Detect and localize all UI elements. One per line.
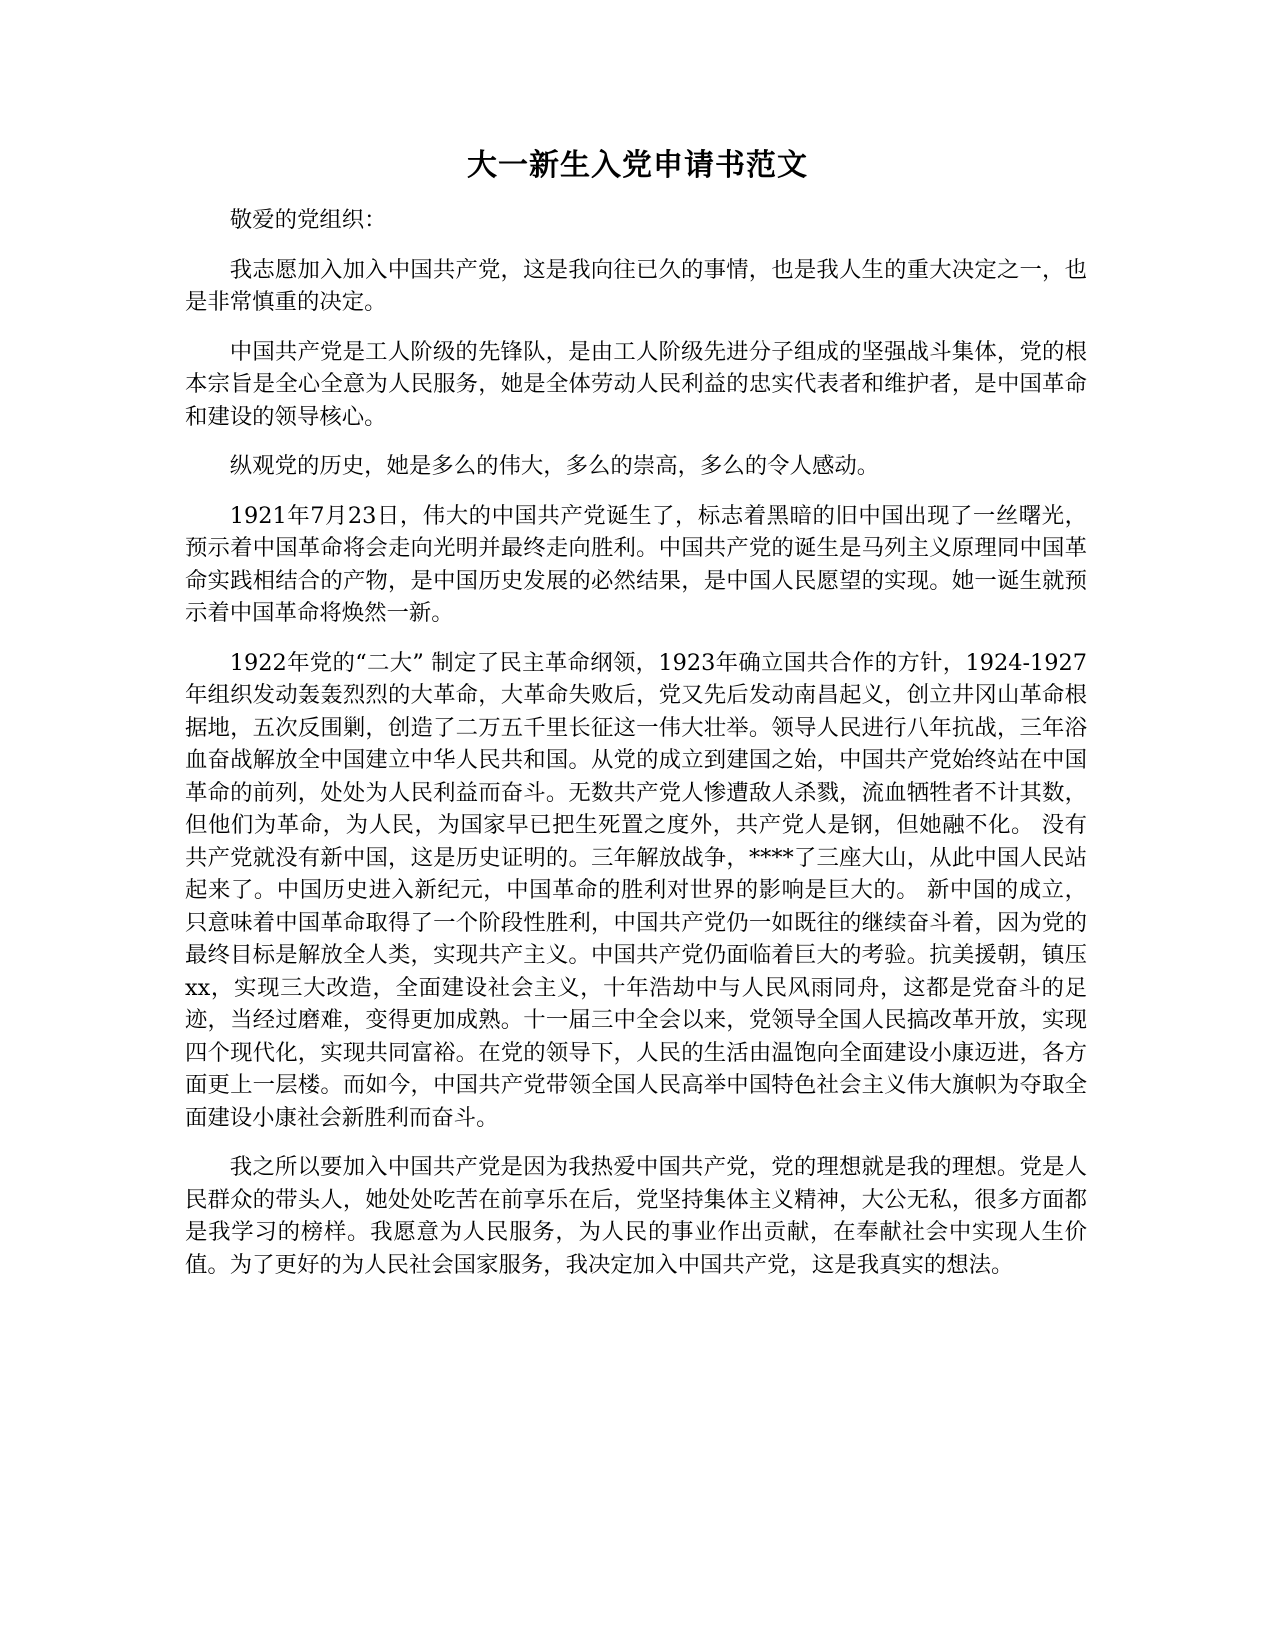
paragraph: 中国共产党是工人阶级的先锋队，是由工人阶级先进分子组成的坚强战斗集体，党的根本宗旨是全心全意为人民服务，她是全体劳动人民利益的忠实代表者和维护者，是中国革命和建设的领导核心。	[185, 338, 1087, 430]
paragraph: 1922年党的“二大” 制定了民主革命纲领，1923年确立国共合作的方针，1924-1927年组织发动轰轰烈烈的大革命，大革命失败后，党又先后发动南昌起义，创立井冈山革命根据地，五次反围剿，创造了二万五千里长征这一伟大壮举。领导人民进行八年抗战，三年浴血奋战解放全中国建立中华人民共和国。从党的成立到建国之始，中国共产党始终站在中国革命的前列，处处为人民利益而奋斗。无数共产党人惨遭敌人杀戮，流血牺牲者不计其数，但他们为革命，为人民，为国家早已把生死置之度外，共产党人是钢，但她融不化。 没有共产党就没有新中国，这是历史证明的。三年解放战争，****了三座大山，从此中国人民站起来了。中国历史进入新纪元，中国革命的胜利对世界的影响是巨大的。 新中国的成立，只意味着中国革命取得了一个阶段性胜利，中国共产党仍一如既往的继续奋斗着，因为党的最终目标是解放全人类，实现共产主义。中国共产党仍面临着巨大的考验。抗美援朝，镇压xx，实现三大改造，全面建设社会主义，十年浩劫中与人民风雨同舟，这都是党奋斗的足迹，当经过磨难，变得更加成熟。十一届三中全会以来，党领导全国人民搞改革开放，实现四个现代化，实现共同富裕。在党的领导下，人民的生活由温饱向全面建设小康迈进，各方面更上一层楼。而如今，中国共产党带领全国人民高举中国特色社会主义伟大旗帜为夺取全面建设小康社会新胜利而奋斗。	[185, 649, 1087, 1131]
paragraph: 纵观党的历史，她是多么的伟大，多么的崇高，多么的令人感动。	[229, 453, 880, 479]
document-body	[185, 204, 1087, 1298]
document-title: 大一新生入党申请书范文	[467, 148, 808, 183]
salutation: 敬爱的党组织：	[229, 207, 387, 233]
paragraph: 我之所以要加入中国共产党是因为我热爱中国共产党，党的理想就是我的理想。党是人民群众的带头人，她处处吃苦在前享乐在后，党坚持集体主义精神，大公无私，很多方面都是我学习的榜样。我愿意为人民服务，为人民的事业作出贡献，在奉献社会中实现人生价值。为了更好的为人民社会国家服务，我决定加入中国共产党，这是我真实的想法。	[185, 1154, 1087, 1278]
paragraph: 我志愿加入加入中国共产党，这是我向往已久的事情，也是我人生的重大决定之一，也是非常慎重的决定。	[185, 256, 1087, 315]
paragraph: 1921年7月23日，伟大的中国共产党诞生了，标志着黑暗的旧中国出现了一丝曙光，预示着中国革命将会走向光明并最终走向胜利。中国共产党的诞生是马列主义原理同中国革命实践相结合的产物，是中国历史发展的必然结果，是中国人民愿望的实现。她一诞生就预示着中国革命将焕然一新。	[185, 502, 1087, 626]
